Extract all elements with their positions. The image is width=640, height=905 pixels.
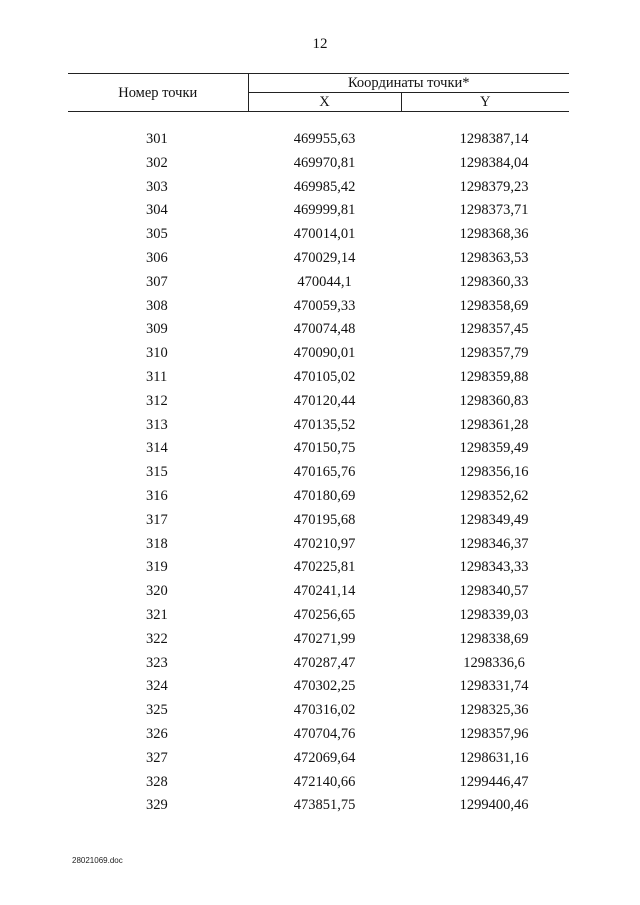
point-number-cell: 320 — [146, 583, 168, 600]
point-number-cell: 317 — [146, 511, 168, 528]
x-coordinate-cell: 470135,52 — [293, 416, 356, 433]
point-number-cell: 321 — [146, 606, 168, 623]
x-coordinate-cell: 470225,81 — [293, 559, 356, 576]
table-row — [68, 152, 569, 176]
y-coordinate-cell: 1298338,69 — [459, 630, 529, 647]
table-row — [68, 318, 569, 342]
x-coordinate-cell: 470302,25 — [293, 678, 356, 695]
table-row — [68, 580, 569, 604]
y-coordinate-cell: 1298373,71 — [459, 202, 529, 219]
y-coordinate-cell: 1298359,49 — [459, 440, 529, 457]
point-number-cell: 318 — [146, 535, 168, 552]
table-row — [68, 223, 569, 247]
y-coordinate-cell: 1298331,74 — [459, 678, 529, 695]
table-row — [68, 342, 569, 366]
y-coordinate-cell: 1298359,88 — [459, 368, 529, 385]
y-coordinate-cell: 1298387,14 — [459, 131, 529, 147]
x-coordinate-cell: 470287,47 — [293, 654, 356, 671]
table-row — [68, 485, 569, 509]
point-number-cell: 323 — [146, 654, 168, 671]
y-coordinate-cell: 1298336,6 — [463, 654, 525, 671]
point-number-cell: 314 — [146, 440, 168, 457]
x-coordinate-cell: 470271,99 — [293, 630, 356, 647]
x-coordinate-cell: 470120,44 — [293, 392, 356, 409]
y-coordinate-cell: 1298346,37 — [459, 535, 529, 552]
table-row — [68, 794, 569, 818]
y-coordinate-cell: 1298357,45 — [459, 321, 529, 338]
point-number-cell: 324 — [146, 678, 168, 695]
point-number-cell: 308 — [146, 297, 168, 314]
x-coordinate-cell: 470704,76 — [293, 725, 356, 742]
x-coordinate-cell: 472069,64 — [293, 749, 356, 766]
y-coordinate-cell: 1298340,57 — [459, 583, 529, 600]
x-coordinate-cell: 469985,42 — [293, 178, 356, 195]
y-coordinate-cell: 1298325,36 — [459, 702, 529, 719]
x-coordinate-cell: 470256,65 — [293, 606, 356, 623]
point-number-cell: 322 — [146, 630, 168, 647]
table-row — [68, 747, 569, 771]
point-number-cell: 307 — [146, 273, 168, 290]
point-number-cell: 311 — [146, 368, 168, 385]
y-coordinate-cell: 1298357,96 — [459, 725, 529, 742]
x-coordinate-cell: 470074,48 — [293, 321, 356, 338]
point-number-cell: 301 — [146, 131, 168, 147]
x-coordinate-cell: 470105,02 — [293, 368, 356, 385]
y-coordinate-cell: 1298343,33 — [459, 559, 529, 576]
point-number-cell: 304 — [146, 202, 168, 219]
x-coordinate-cell: 470044,1 — [297, 273, 352, 290]
table-row — [68, 437, 569, 461]
x-coordinate-cell: 470150,75 — [293, 440, 356, 457]
table-row — [68, 128, 569, 152]
table-row — [68, 723, 569, 747]
y-coordinate-cell: 1298361,28 — [459, 416, 529, 433]
y-coordinate-cell: 1298384,04 — [459, 154, 529, 171]
x-coordinate-cell: 469970,81 — [293, 154, 356, 171]
point-number-cell: 316 — [146, 487, 168, 504]
point-number-cell: 326 — [146, 725, 168, 742]
y-coordinate-cell: 1298363,53 — [459, 249, 529, 266]
header-y: Y — [401, 93, 569, 112]
point-number-cell: 306 — [146, 249, 168, 266]
y-coordinate-cell: 1298357,79 — [459, 345, 529, 362]
x-coordinate-cell: 470014,01 — [293, 226, 356, 243]
y-coordinate-cell: 1298379,23 — [459, 178, 529, 195]
table-row — [68, 295, 569, 319]
y-coordinate-cell: 1298631,16 — [459, 749, 529, 766]
header-point-number: Номер точки — [68, 74, 248, 112]
header-coordinates: Координаты точки* — [248, 74, 569, 93]
y-coordinate-cell: 1298356,16 — [459, 464, 529, 481]
y-coordinate-cell: 1298360,83 — [459, 392, 529, 409]
table-row — [68, 461, 569, 485]
point-number-cell: 325 — [146, 702, 168, 719]
x-coordinate-cell: 470165,76 — [293, 464, 356, 481]
x-coordinate-cell: 469999,81 — [293, 202, 356, 219]
y-coordinate-cell: 1298352,62 — [459, 487, 529, 504]
table-row — [68, 652, 569, 676]
x-coordinate-cell: 470241,14 — [293, 583, 356, 600]
x-coordinate-cell: 473851,75 — [293, 797, 356, 814]
table-row — [68, 247, 569, 271]
point-number-cell: 309 — [146, 321, 168, 338]
point-number-cell: 315 — [146, 464, 168, 481]
table-row — [68, 176, 569, 200]
x-coordinate-cell: 470195,68 — [293, 511, 356, 528]
y-coordinate-cell: 1298368,36 — [459, 226, 529, 243]
point-number-cell: 310 — [146, 345, 168, 362]
x-coordinate-cell: 470210,97 — [293, 535, 356, 552]
x-coordinate-cell: 470090,01 — [293, 345, 356, 362]
y-coordinate-cell: 1298358,69 — [459, 297, 529, 314]
table-row — [68, 366, 569, 390]
table-row — [68, 556, 569, 580]
point-number-cell: 328 — [146, 773, 168, 790]
table-row — [68, 675, 569, 699]
x-coordinate-cell: 470059,33 — [293, 297, 356, 314]
y-coordinate-cell: 1298339,03 — [459, 606, 529, 623]
x-coordinate-cell: 472140,66 — [293, 773, 356, 790]
table-row — [68, 271, 569, 295]
point-number-cell: 313 — [146, 416, 168, 433]
header-x: X — [248, 93, 401, 112]
y-coordinate-cell: 1299400,46 — [459, 797, 529, 814]
x-coordinate-cell: 470180,69 — [293, 487, 356, 504]
point-number-cell: 302 — [146, 154, 168, 171]
point-number-cell: 303 — [146, 178, 168, 195]
x-coordinate-cell: 469955,63 — [293, 131, 356, 147]
y-coordinate-cell: 1299446,47 — [459, 773, 529, 790]
point-number-cell: 329 — [146, 797, 168, 814]
y-coordinate-cell: 1298349,49 — [459, 511, 529, 528]
table-row — [68, 771, 569, 795]
table-header — [68, 74, 569, 112]
x-coordinate-cell: 470029,14 — [293, 249, 356, 266]
table-row — [68, 390, 569, 414]
table-row — [68, 533, 569, 557]
table-row — [68, 414, 569, 438]
point-number-cell: 319 — [146, 559, 168, 576]
table-row — [68, 604, 569, 628]
point-number-cell: 327 — [146, 749, 168, 766]
x-coordinate-cell: 470316,02 — [293, 702, 356, 719]
table-row — [68, 699, 569, 723]
page-number: 12 — [312, 36, 328, 52]
point-number-cell: 305 — [146, 226, 168, 243]
table-row — [68, 628, 569, 652]
footer-filename: 28021069.doc — [72, 856, 123, 865]
table-body — [68, 112, 569, 819]
coordinates-table — [68, 73, 569, 818]
y-coordinate-cell: 1298360,33 — [459, 273, 529, 290]
point-number-cell: 312 — [146, 392, 168, 409]
table-row — [68, 199, 569, 223]
table-row — [68, 509, 569, 533]
